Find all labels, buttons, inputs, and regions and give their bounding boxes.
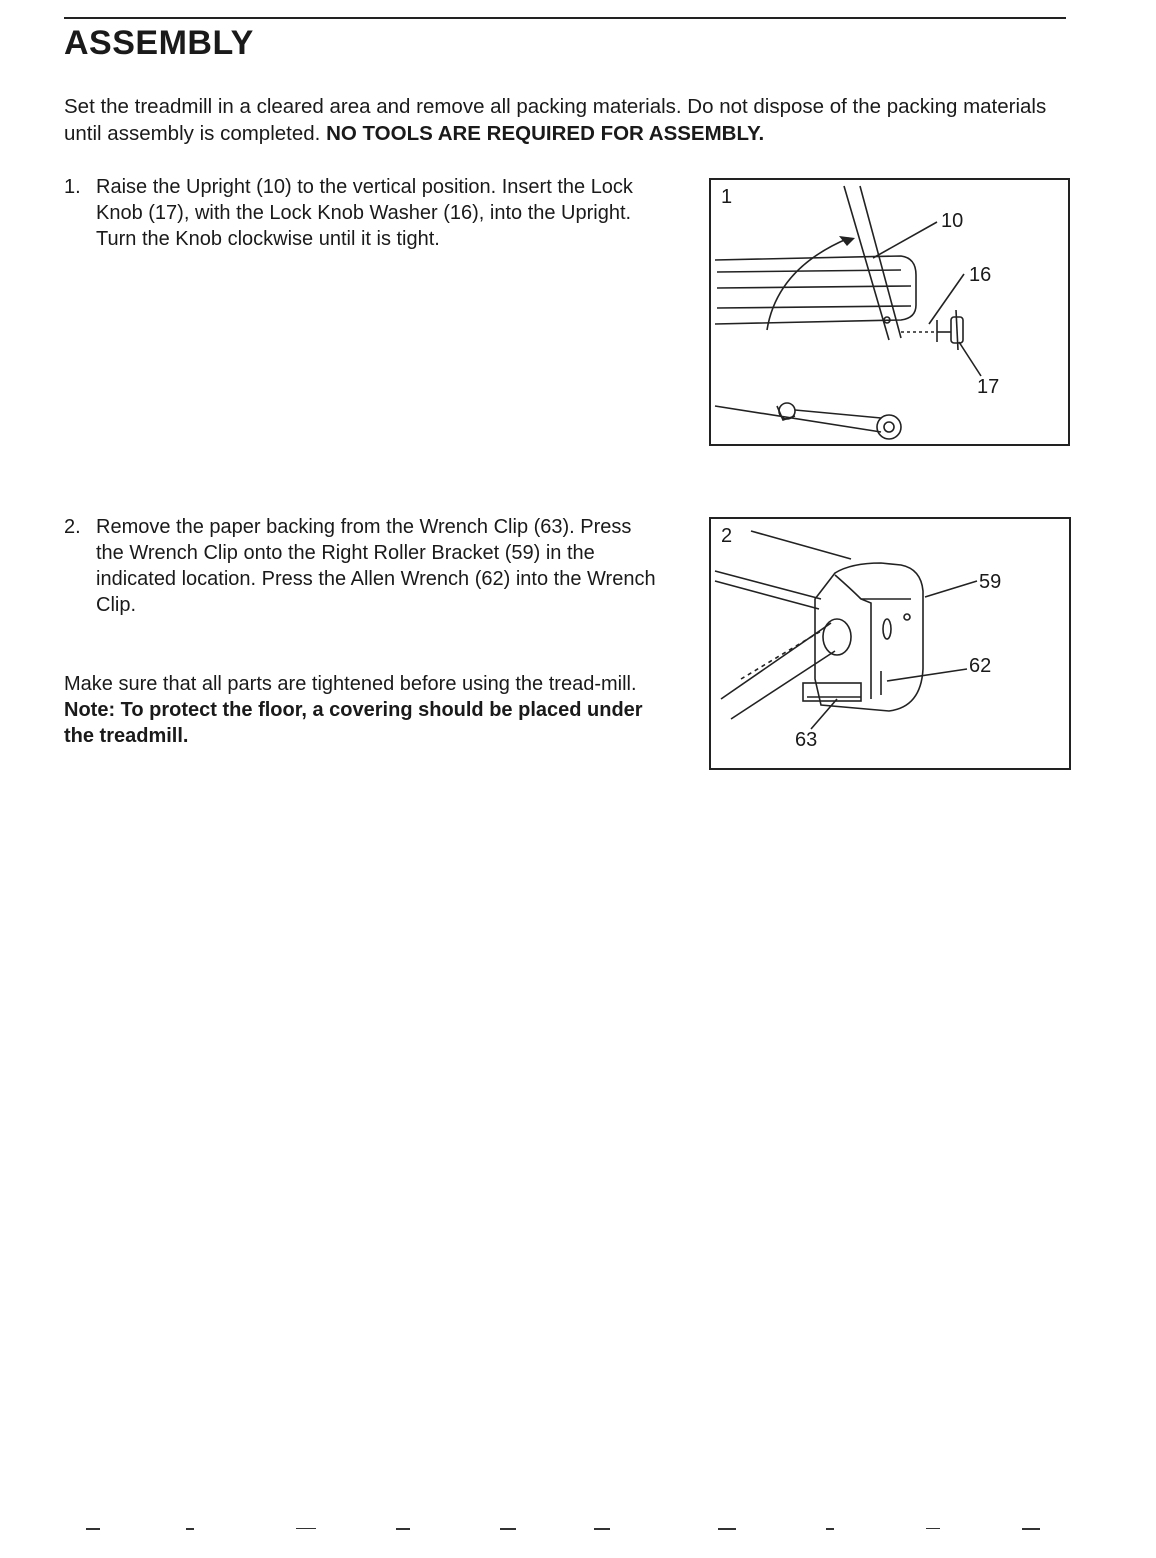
- figure-1: [709, 178, 1070, 446]
- intro-text: Set the treadmill in a cleared area and remove all packing materials. Do not dispose of the packing materials until assembly is completed.: [64, 95, 1047, 145]
- closing-paragraph: [64, 671, 664, 749]
- step-number: 2.: [64, 516, 81, 538]
- callout-label: 10: [941, 210, 964, 232]
- step-number: 1.: [64, 176, 81, 198]
- figure-2-illustration: [711, 519, 1069, 768]
- callout-label: 16: [969, 264, 992, 286]
- step-text: Raise the Upright (10) to the vertical position. Insert the Lock Knob (17), with the Lock Knob Washer (16), into the Upright. Turn the Knob clockwise until it is tight.: [96, 176, 633, 250]
- callout-label: 63: [795, 729, 818, 751]
- callout-label: 59: [979, 571, 1002, 593]
- intro-paragraph: [64, 93, 1064, 147]
- figure-1-illustration: [711, 180, 1068, 444]
- top-rule: [64, 17, 1066, 19]
- figure-2: [709, 517, 1071, 770]
- page-title: ASSEMBLY: [64, 24, 254, 62]
- figure-number: 2: [721, 525, 733, 547]
- step-text: Remove the paper backing from the Wrench Clip (63). Press the Wrench Clip onto the Right Roller Bracket (59) in the indicated location. Press the Allen Wrench (62) into the Wrench Clip.: [96, 516, 656, 616]
- intro-bold-notice: NO TOOLS ARE REQUIRED FOR ASSEMBLY.: [326, 122, 765, 145]
- scan-edge-marks: [0, 1528, 1156, 1540]
- floor-protection-note: Note: To protect the floor, a covering should be placed under the treadmill.: [64, 699, 643, 747]
- callout-label: 62: [969, 655, 992, 677]
- closing-text: Make sure that all parts are tightened before using the tread-mill.: [64, 673, 637, 695]
- step-1: [64, 174, 664, 252]
- callout-label: 17: [977, 376, 1000, 398]
- figure-number: 1: [721, 186, 733, 208]
- step-2: [64, 514, 664, 618]
